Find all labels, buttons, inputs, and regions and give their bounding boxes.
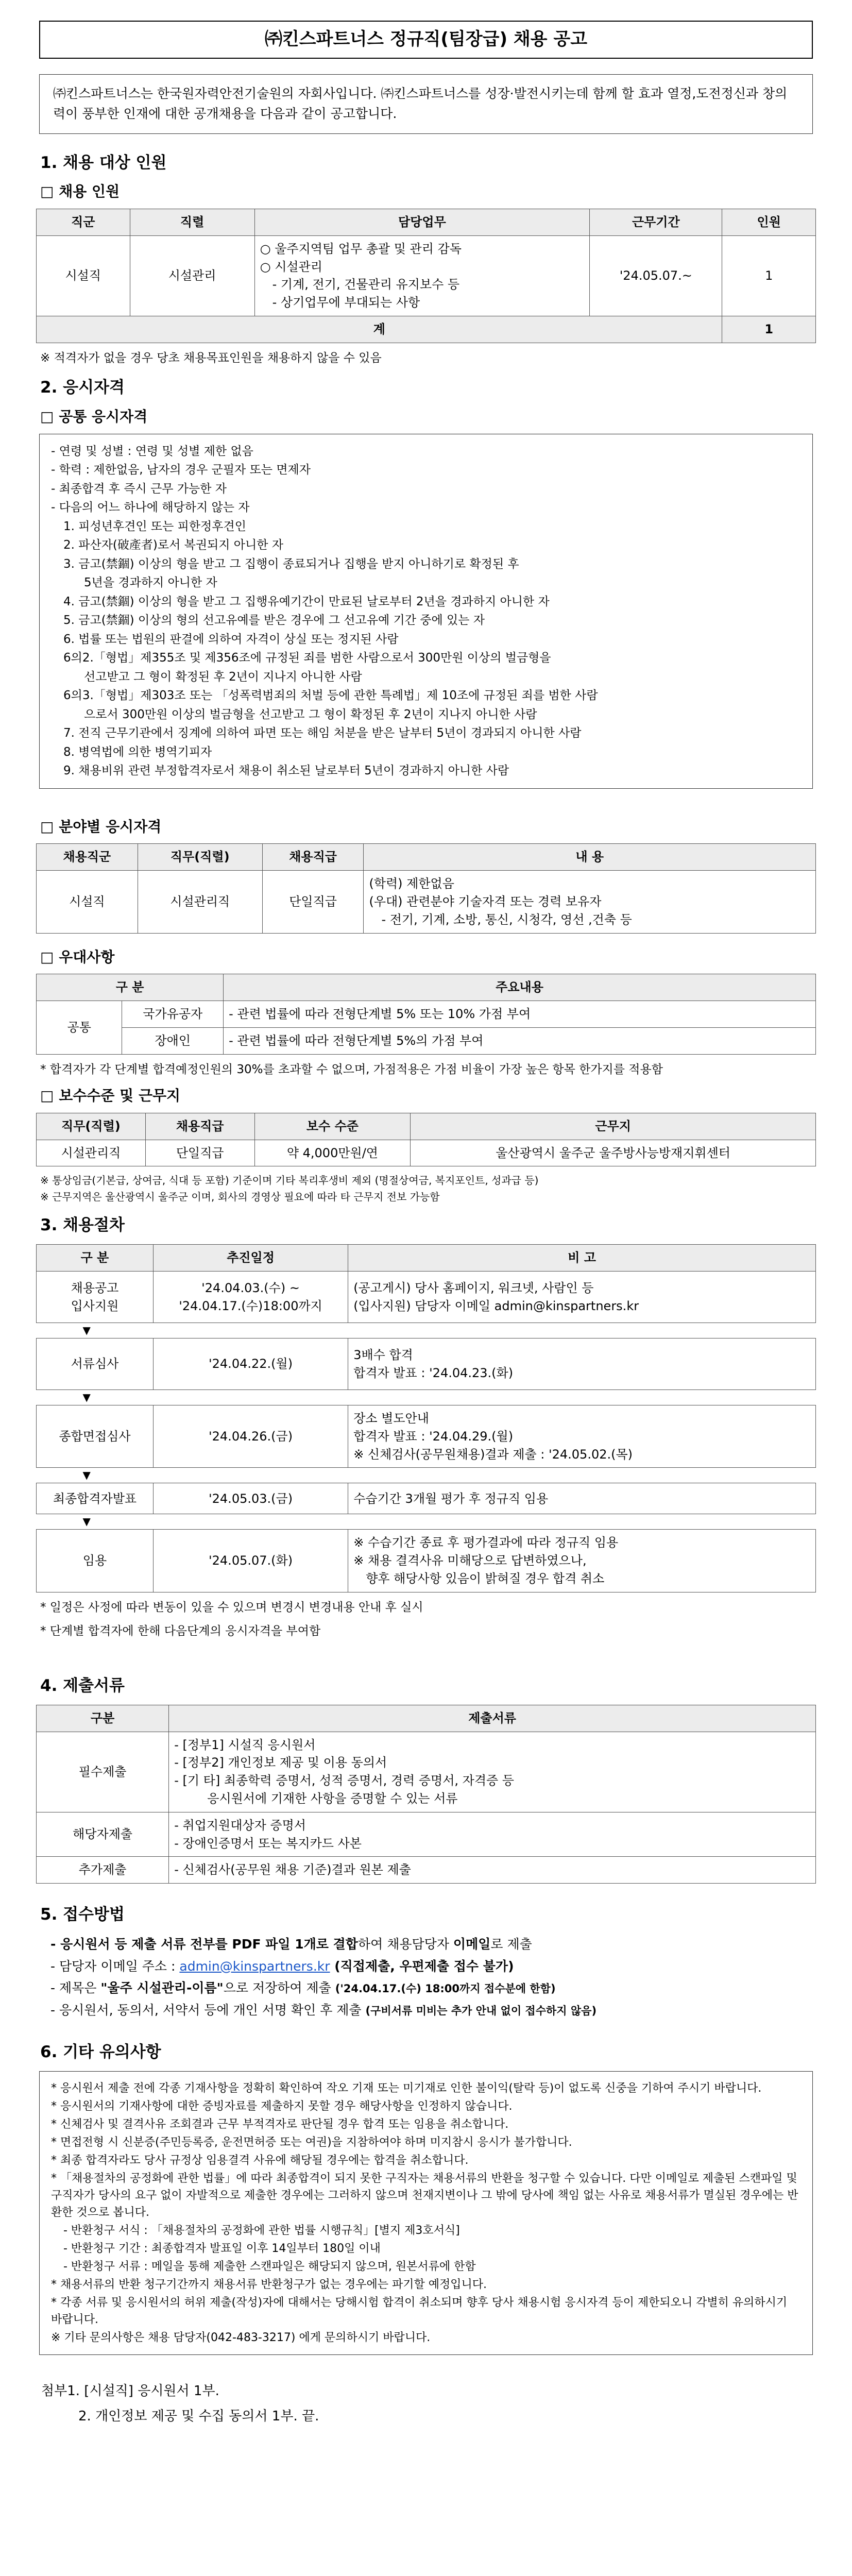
doc-type: 추가제출 <box>37 1857 169 1884</box>
headcount-table <box>36 209 816 343</box>
col-header: 직군 <box>37 209 130 236</box>
col-header: 구 분 <box>37 1245 154 1272</box>
col-header: 구분 <box>37 1705 169 1732</box>
doc-type: 필수제출 <box>37 1732 169 1812</box>
doc-line: - [기 타] 최종학력 증명서, 성적 증명서, 경력 증명서, 자격증 등 <box>174 1773 514 1788</box>
cell-content <box>364 871 816 933</box>
down-arrow-icon: ▼ <box>82 1469 91 1482</box>
qual-line: 6의3.「형법」제303조 또는 「성폭력범죄의 처벌 등에 관한 특례법」제 10조에 규정된 죄를 범한 사람 <box>63 689 598 703</box>
process-note: * 단계별 합격자에 한해 다음단계의 응시자격을 부여함 <box>40 1624 321 1638</box>
cell-duties <box>254 235 590 316</box>
down-arrow-icon: ▼ <box>82 1324 91 1337</box>
stage-cell: 종합면접심사 <box>37 1405 154 1468</box>
plain-text: 로 제출 <box>490 1937 532 1952</box>
cell-grade: 단일직급 <box>262 871 364 933</box>
qual-line: 5년을 경과하지 아니한 자 <box>84 576 217 590</box>
remark-cell: 수습기간 3개월 평가 후 정규직 임용 <box>348 1483 816 1514</box>
section-2-heading: 2. 응시자격 <box>40 378 125 397</box>
notes-box <box>39 2071 813 2355</box>
col-header: 직렬 <box>130 209 254 236</box>
doc-line: - [정부2] 개인정보 제공 및 이용 동의서 <box>174 1755 387 1770</box>
total-value: 1 <box>722 316 816 343</box>
submission-line <box>50 1956 816 1978</box>
cell-pref-text: - 관련 법률에 따라 전형단계별 5%의 가점 부여 <box>224 1027 816 1054</box>
notice-item: * 응시원서의 기재사항에 대한 증빙자료를 제출하지 못할 경우 해당사항을 인정하지 않습니다. <box>51 2100 513 2113</box>
headcount-subheading: □ 채용 인원 <box>40 183 120 200</box>
total-label: 계 <box>37 316 722 343</box>
pay-note: ※ 근무지역은 울산광역시 울주군 이며, 회사의 경영상 필요에 따라 타 근무지 전보 가능함 <box>40 1191 440 1204</box>
cell-pref-type: 장애인 <box>122 1027 224 1054</box>
qual-line: 선고받고 그 형이 확정된 후 2년이 지나지 아니한 사람 <box>84 670 362 684</box>
notice-item: * 「채용절차의 공정화에 관한 법률」에 따라 최종합격이 되지 못한 구직자는 채용서류의 반환을 청구할 수 있습니다. 다만 이메일로 제출된 스캔파일 및 구직자가 당사의 요구 없이 자발적으로 제출한 경우에는 그러하지 않으며 천재지변이나 그 밖에 당사에 책임 없는 사유로 채용서류가 멸실된 경우에는 반환한 것으로 봅니다. <box>51 2172 798 2219</box>
cell-pref-group: 공통 <box>37 1001 122 1055</box>
cell-pref-type: 국가유공자 <box>122 1001 224 1028</box>
notice-item: - 반환청구 서류 : 메일을 통해 제출한 스캔파일은 해당되지 않으며, 원본서류에 한함 <box>63 2260 476 2273</box>
col-header: 근무지 <box>411 1113 816 1140</box>
submission-method <box>36 1934 816 2021</box>
process-note: * 일정은 사정에 따라 변동이 있을 수 있으며 변경시 변경내용 안내 후 실시 <box>40 1600 423 1614</box>
col-header: 채용직급 <box>262 844 364 871</box>
date-cell: '24.05.07.(화) <box>153 1530 348 1592</box>
content-line: (학력) 제한없음 <box>369 876 454 891</box>
remark-line: ※ 채용 결격사유 미해당으로 답변하였으나, <box>353 1553 587 1568</box>
col-header: 채용직급 <box>145 1113 254 1140</box>
qual-line: 6의2.「형법」제355조 및 제356조에 규정된 죄를 범한 사람으로서 300만원 이상의 벌금형을 <box>63 651 551 665</box>
remark-line: 향후 해당사항 있음이 밝혀질 경우 합격 취소 <box>366 1571 605 1586</box>
remark-line: 장소 별도안내 <box>353 1411 429 1426</box>
notice-item: * 최종 합격자라도 당사 규정상 임용결격 사유에 해당될 경우에는 합격을 취소합니다. <box>51 2154 469 2167</box>
headcount-note: ※ 적격자가 없을 경우 당초 채용목표인원을 채용하지 않을 수 있음 <box>40 351 382 365</box>
qual-line: 6. 법률 또는 법원의 판결에 의하여 자격이 상실 또는 정지된 사람 <box>63 632 399 646</box>
col-header: 보수 수준 <box>254 1113 411 1140</box>
notice-item: * 면접전형 시 신분증(주민등록증, 운전면허증 또는 여권)을 지참하여야 하며 미지참시 응시가 불가합니다. <box>51 2136 572 2149</box>
pay-note: ※ 통상임금(기본급, 상여금, 식대 등 포함) 기준이며 기타 복리후생비 제외 (명절상여금, 복지포인트, 성과급 등) <box>40 1174 539 1187</box>
common-qual-box <box>39 434 813 789</box>
cell-pay: 약 4,000만원/연 <box>254 1140 411 1166</box>
section-1-heading: 1. 채용 대상 인원 <box>40 153 167 172</box>
col-header: 채용직군 <box>37 844 138 871</box>
cell-grade: 단일직급 <box>145 1140 254 1166</box>
remark-cell <box>348 1405 816 1468</box>
col-header: 주요내용 <box>224 974 816 1001</box>
section-3-heading: 3. 채용절차 <box>40 1216 125 1235</box>
remark-cell <box>348 1530 816 1592</box>
duty-line: - 기계, 전기, 건물관리 유지보수 등 <box>272 277 460 292</box>
content-line: (우대) 관련분야 기술자격 또는 경력 보유자 <box>369 894 602 909</box>
notice-item: * 채용서류의 반환 청구기간까지 채용서류 반환청구가 없는 경우에는 파기할 예정입니다. <box>51 2278 487 2291</box>
email-link[interactable]: admin@kinspartners.kr <box>179 1958 330 1974</box>
qual-line: 4. 금고(禁錮) 이상의 형을 받고 그 집행유예기간이 만료된 날로부터 2년을 경과하지 아니한 자 <box>63 595 550 608</box>
remark-line: 3배수 합격 <box>353 1347 413 1362</box>
notice-item: * 응시원서 제출 전에 각종 기재사항을 정확히 확인하여 작오 기재 또는 미기재로 인한 불이익(탈락 등)이 없도록 신중을 기하여 주시기 바랍니다. <box>51 2082 762 2095</box>
submission-line <box>50 1977 816 1999</box>
plain-text: - 담당자 이메일 주소 : <box>50 1958 180 1974</box>
pay-table <box>36 1113 816 1167</box>
qual-line: 1. 피성년후견인 또는 피한정후견인 <box>63 519 246 533</box>
doc-line: 응시원서에 기재한 사항을 증명할 수 있는 서류 <box>207 1791 458 1806</box>
preference-subheading: □ 우대사항 <box>40 948 115 965</box>
doc-line: - 장애인증명서 또는 복지카드 사본 <box>174 1836 362 1851</box>
content-line: - 전기, 기계, 소방, 통신, 시청각, 영선 ,건축 등 <box>381 912 632 927</box>
remark-line: 합격자 발표 : '24.04.29.(월) <box>353 1429 514 1444</box>
col-header: 내 용 <box>364 844 816 871</box>
stage-label: 채용공고 <box>71 1280 119 1295</box>
doc-items: - 신체검사(공무원 채용 기준)결과 원본 제출 <box>169 1857 816 1884</box>
qual-line: - 연령 및 성별 : 연령 및 성별 제한 없음 <box>51 444 253 458</box>
attachment-line: 2. 개인정보 제공 및 수집 동의서 1부. 끝. <box>78 2409 319 2425</box>
cell-period: '24.05.07.~ <box>590 235 722 316</box>
qual-line: 8. 병역법에 의한 병역기피자 <box>63 745 212 759</box>
down-arrow-icon: ▼ <box>82 1391 91 1404</box>
process-table <box>36 1244 816 1592</box>
notice-item: ※ 기타 문의사항은 채용 담당자(042-483-3217) 에게 문의하시기 바랍니다. <box>51 2331 431 2344</box>
plain-text: - 제목은 <box>50 1980 101 1996</box>
stage-cell: 임용 <box>37 1530 154 1592</box>
col-header: 근무기간 <box>590 209 722 236</box>
emphasis-text: 이메일 <box>453 1937 491 1952</box>
remark-line: (입사지원) 담당자 이메일 admin@kinspartners.kr <box>353 1298 639 1313</box>
qual-line: 으로서 300만원 이상의 벌금형을 선고받고 그 형이 확정된 후 2년이 지나지 아니한 사람 <box>84 707 537 721</box>
doc-line: - [정부1] 시설직 응시원서 <box>174 1737 316 1752</box>
notice-item: - 반환청구 기간 : 최종합격자 발표일 이후 14일부터 180일 이내 <box>63 2242 381 2255</box>
emphasis-text: (구비서류 미비는 추가 안내 없이 접수하지 않음) <box>365 2004 597 2017</box>
cell-job: 시설관리직 <box>138 871 262 933</box>
cell-group: 시설직 <box>37 235 130 316</box>
doc-type: 해당자제출 <box>37 1812 169 1857</box>
emphasis-text: - 응시원서 등 제출 서류 전부를 PDF 파일 1개로 결합 <box>50 1937 358 1952</box>
qual-line: - 다음의 어느 하나에 해당하지 않는 자 <box>51 501 250 515</box>
remark-cell <box>348 1338 816 1390</box>
pay-subheading: □ 보수수준 및 근무지 <box>40 1087 181 1105</box>
emphasis-text: (직접제출, 우편제출 접수 불가) <box>330 1958 514 1974</box>
section-6-heading: 6. 기타 유의사항 <box>40 2043 161 2062</box>
qual-line: 5. 금고(禁錮) 이상의 형의 선고유예를 받은 경우에 그 선고유예 기간 중에 있는 자 <box>63 614 485 628</box>
date-label: '24.04.03.(수) ~ <box>201 1280 300 1295</box>
cell-count: 1 <box>722 235 816 316</box>
duty-line: - 상기업무에 부대되는 사항 <box>272 295 420 310</box>
down-arrow-icon: ▼ <box>82 1515 91 1528</box>
cell-place: 울산광역시 울주군 울주방사능방재지휘센터 <box>411 1140 816 1166</box>
documents-table <box>36 1705 816 1884</box>
page-title: ㈜킨스파트너스 정규직(팀장급) 채용 공고 <box>39 21 813 59</box>
remark-line: 합격자 발표 : '24.04.23.(화) <box>353 1365 514 1380</box>
doc-items <box>169 1732 816 1812</box>
col-header: 추진일정 <box>153 1245 348 1272</box>
duty-line: ○ 울주지역팀 업무 총괄 및 관리 감독 <box>260 241 462 256</box>
qual-line: 3. 금고(禁錮) 이상의 형을 받고 그 집행이 종료되거나 집행을 받지 아니하기로 확정된 후 <box>63 557 519 571</box>
stage-label: 입사지원 <box>71 1298 119 1313</box>
intro-paragraph: ㈜킨스파트너스는 한국원자력안전기술원의 자회사입니다. ㈜킨스파트너스를 성장·발전시키는데 함께 할 효과 열정,도전정신과 창의력이 풍부한 인재에 대한 공개채용을 다음과 같이 공고합니다. <box>39 74 813 134</box>
plain-text: - 응시원서, 동의서, 서약서 등에 개인 서명 확인 후 제출 <box>50 2002 366 2018</box>
plain-text: 으로 저장하여 제출 <box>223 1980 335 1996</box>
plain-text: 하여 채용담당자 <box>357 1937 453 1952</box>
date-cell: '24.04.26.(금) <box>153 1405 348 1468</box>
date-cell: '24.04.22.(월) <box>153 1338 348 1390</box>
col-header: 제출서류 <box>169 1705 816 1732</box>
field-qual-table <box>36 843 816 933</box>
cell-pref-text: - 관련 법률에 따라 전형단계별 5% 또는 10% 가점 부여 <box>224 1001 816 1028</box>
notice-item: * 각종 서류 및 응시원서의 허위 제출(작성)자에 대해서는 당해시험 합격이 취소되며 향후 당사 채용시험 응시자격 등이 제한되오니 각별히 유의하시기 바랍니다. <box>51 2296 788 2326</box>
attachment-line: 첨부1. [시설직] 응시원서 1부. <box>41 2383 219 2399</box>
qual-line: 7. 전직 근무기관에서 징계에 의하여 파면 또는 해임 처분을 받은 날부터 5년이 경과되지 아니한 사람 <box>63 726 582 740</box>
stage-cell: 서류심사 <box>37 1338 154 1390</box>
cell-group: 시설직 <box>37 871 138 933</box>
emphasis-text: "울주 시설관리-이름" <box>100 1980 224 1996</box>
submission-line <box>50 1999 816 2022</box>
section-5-heading: 5. 접수방법 <box>40 1905 125 1924</box>
common-qual-subheading: □ 공통 응시자격 <box>40 408 148 426</box>
col-header: 인원 <box>722 209 816 236</box>
date-cell <box>153 1272 348 1323</box>
remark-cell <box>348 1272 816 1323</box>
remark-line: ※ 수습기간 종료 후 평가결과에 따라 정규직 임용 <box>353 1535 619 1550</box>
cell-job: 시설관리직 <box>37 1140 146 1166</box>
duty-line: ○ 시설관리 <box>260 259 322 274</box>
qual-line: 2. 파산자(破產者)로서 복권되지 아니한 자 <box>63 538 283 552</box>
qual-line: 9. 채용비위 관련 부정합격자로서 채용이 취소된 날로부터 5년이 경과하지 아니한 사람 <box>63 764 509 778</box>
remark-line: (공고게시) 당사 홈페이지, 워크넷, 사람인 등 <box>353 1280 594 1295</box>
stage-cell: 최종합격자발표 <box>37 1483 154 1514</box>
remark-line: ※ 신체검사(공무원채용)결과 제출 : '24.05.02.(목) <box>353 1447 633 1462</box>
qual-line: - 학력 : 제한없음, 남자의 경우 군필자 또는 면제자 <box>51 463 311 477</box>
stage-cell <box>37 1272 154 1323</box>
col-header: 직무(직렬) <box>138 844 262 871</box>
cell-series: 시설관리 <box>130 235 254 316</box>
col-header: 비 고 <box>348 1245 816 1272</box>
field-qual-subheading: □ 분야별 응시자격 <box>40 818 162 835</box>
date-cell: '24.05.03.(금) <box>153 1483 348 1514</box>
section-4-heading: 4. 제출서류 <box>40 1676 125 1695</box>
qual-line: - 최종합격 후 즉시 근무 가능한 자 <box>51 482 227 496</box>
col-header: 구 분 <box>37 974 224 1001</box>
doc-line: - 취업지원대상자 증명서 <box>174 1818 306 1833</box>
emphasis-text: ('24.04.17.(수) 18:00까지 접수분에 한함) <box>335 1982 556 1995</box>
submission-line <box>50 1934 816 1956</box>
col-header: 담당업무 <box>254 209 590 236</box>
col-header: 직무(직렬) <box>37 1113 146 1140</box>
attachments <box>41 2379 816 2430</box>
notice-item: * 신체검사 및 결격사유 조회결과 근무 부적격자로 판단될 경우 합격 또는 임용을 취소합니다. <box>51 2118 509 2131</box>
preference-note: * 합격자가 각 단계별 합격예정인원의 30%를 초과할 수 없으며, 가점적용은 가점 비율이 가장 높은 항목 한가지를 적용함 <box>40 1062 663 1076</box>
doc-items <box>169 1812 816 1857</box>
date-label: '24.04.17.(수)18:00까지 <box>179 1298 322 1313</box>
notice-item: - 반환청구 서식 : 「채용절차의 공정화에 관한 법률 시행규칙」[별지 제3호서식] <box>63 2224 460 2237</box>
preference-table <box>36 974 816 1054</box>
